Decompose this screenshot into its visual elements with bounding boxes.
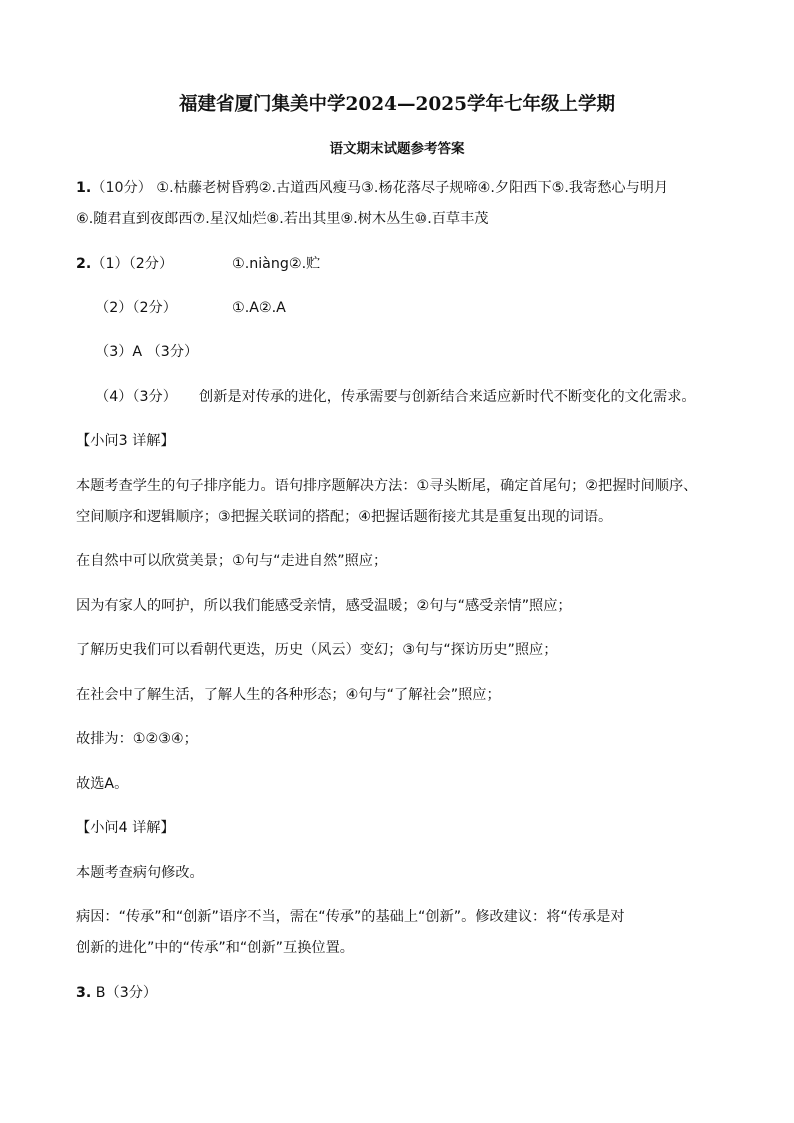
detail-3-line: 在社会中了解生活，了解人生的各种形态；④句与“了解社会”照应； <box>76 687 501 703</box>
q1-score: （10分） <box>91 180 152 196</box>
detail-3-line: 在自然中可以欣赏美景；①句与“走进自然”照应； <box>76 553 388 569</box>
detail-4-line: 创新的进化”中的“传承”和“创新”互换位置。 <box>76 940 354 956</box>
document-title: 福建省厦门集美中学2024—2025学年七年级上学期 <box>179 94 615 115</box>
q2-part-4 <box>95 387 715 407</box>
q2-number: 2. <box>76 256 92 272</box>
q2-part-1-label: （1）（2分） <box>91 256 174 272</box>
q2-part-2 <box>95 298 715 318</box>
q2-part-1 <box>76 254 716 274</box>
detail-3-line: 因为有家人的呵护，所以我们能感受亲情，感受温暖；②句与“感受亲情”照应； <box>76 598 572 614</box>
q2-part-1-answer: ①.niàng②.贮 <box>232 256 321 272</box>
q3-line <box>76 983 157 1003</box>
detail-4-heading: 【小问4 详解】 <box>76 820 175 836</box>
detail-4-line: 本题考查病句修改。 <box>76 865 204 881</box>
q2-part-2-answer: ①.A②.A <box>232 300 286 316</box>
q1-number: 1. <box>76 180 92 196</box>
detail-3-line: 空间顺序和逻辑顺序；③把握关联词的搭配；④把握话题衔接尤其是重复出现的词语。 <box>76 509 613 525</box>
detail-3-line: 了解历史我们可以看朝代更迭，历史（风云）变幻；③句与“探访历史”照应； <box>76 642 558 658</box>
detail-4-line: 病因：“传承”和“创新”语序不当，需在“传承”的基础上“创新”。修改建议：将“传承是对 <box>76 909 625 925</box>
q1-answer-line-1: ①.枯藤老树昏鸦②.古道西风瘦马③.杨花落尽子规啼④.夕阳西下⑤.我寄愁心与明月 <box>156 180 669 196</box>
q1-answer-line-2: ⑥.随君直到夜郎西⑦.星汉灿烂⑧.若出其里⑨.树木丛生⑩.百草丰茂 <box>76 211 489 227</box>
detail-3-line: 故排为：①②③④； <box>76 731 198 747</box>
detail-3-line: 故选A。 <box>76 776 129 792</box>
q2-part-4-answer: 创新是对传承的进化，传承需要与创新结合来适应新时代不断变化的文化需求。 <box>199 389 696 405</box>
q3-answer: B（3分） <box>95 985 158 1001</box>
q2-part-2-label: （2）（2分） <box>95 300 177 316</box>
q3-number: 3. <box>76 985 92 1001</box>
detail-3-line: 本题考查学生的句子排序能力。语句排序题解决方法：①寻头断尾，确定首尾句；②把握时间顺序、 <box>76 478 698 494</box>
q2-part-3-label: （3）A （3分） <box>95 344 199 360</box>
detail-3-heading: 【小问3 详解】 <box>76 433 175 449</box>
q2-part-4-label: （4）（3分） <box>95 389 177 405</box>
q1-line-1 <box>76 178 668 198</box>
document-subtitle: 语文期末试题参考答案 <box>329 141 465 157</box>
